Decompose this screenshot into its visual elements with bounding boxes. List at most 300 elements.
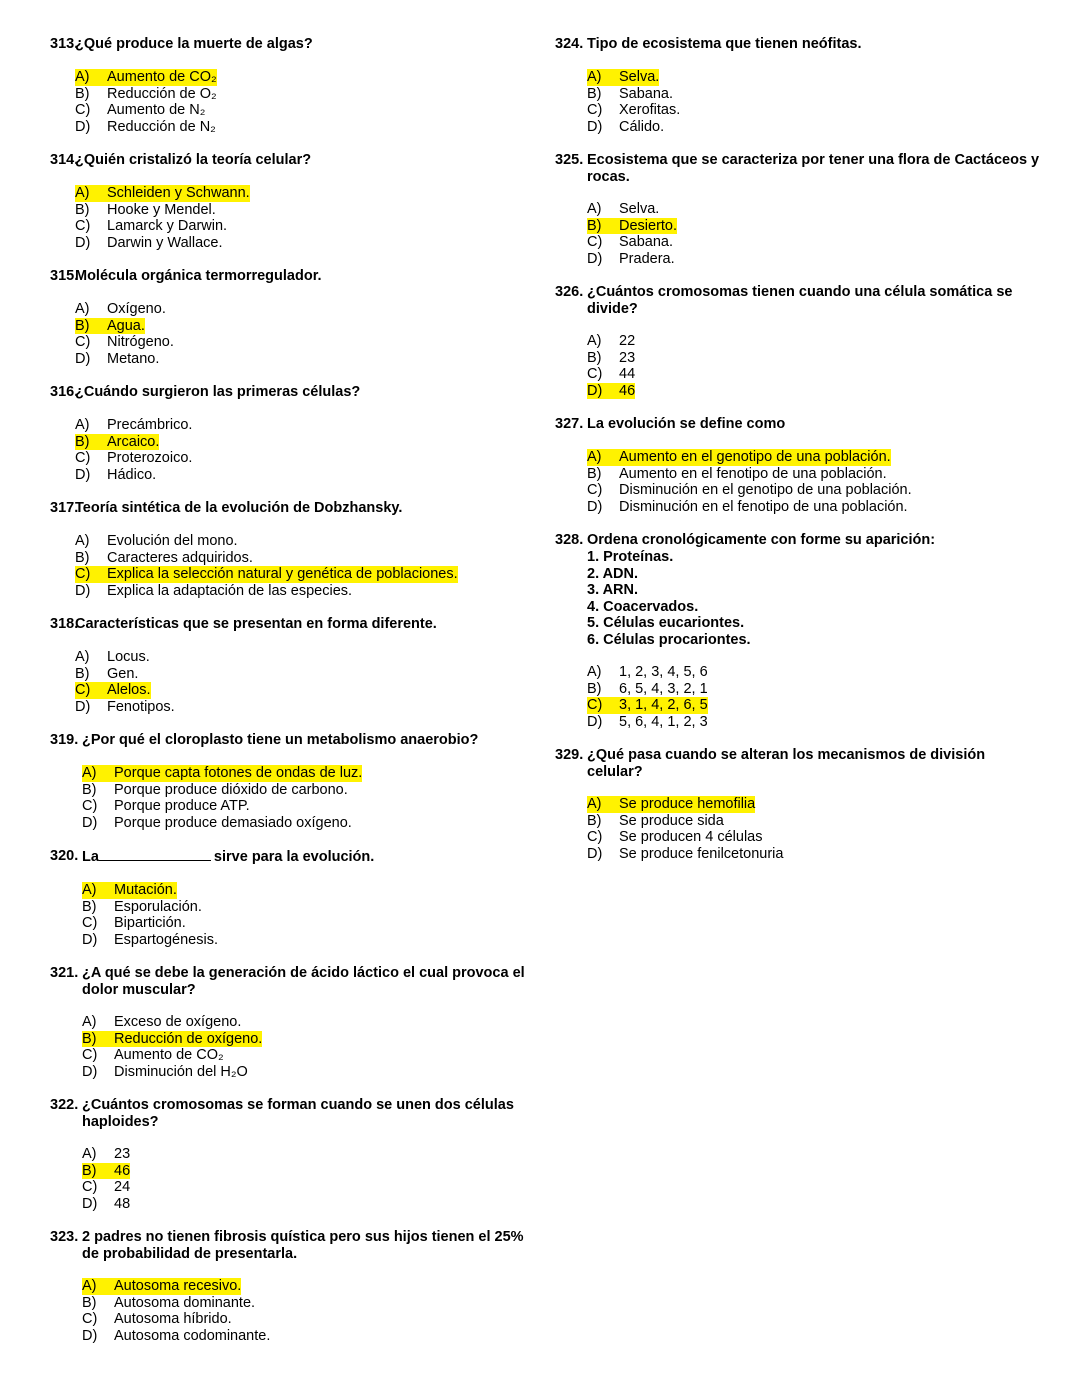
option-letter: D): [75, 698, 91, 715]
option-text: Bipartición.: [114, 915, 186, 931]
option-letter: D): [82, 1063, 98, 1080]
option-correct: [82, 765, 530, 782]
question-title: [50, 965, 530, 998]
question-title: [50, 616, 530, 633]
option-text: Se producen 4 células: [619, 829, 763, 845]
fill-in-blank: [99, 848, 211, 861]
option-letter: B): [82, 1162, 97, 1179]
question-text: [75, 500, 530, 517]
list-item: 4. Coacervados.: [587, 598, 699, 615]
option-text: Desierto.: [619, 217, 678, 234]
option: [82, 798, 530, 815]
question-text: [587, 284, 1050, 317]
option-letter: D): [587, 382, 603, 399]
question-line: ¿Cuántos cromosomas tienen cuando una célula somática se: [587, 284, 1013, 300]
option-content: [587, 681, 708, 698]
option-letter: C): [587, 102, 603, 118]
option-letter: B): [587, 217, 602, 234]
option-letter: D): [75, 582, 91, 599]
option-letter: B): [587, 812, 602, 829]
question-title: [555, 152, 1050, 185]
option-content: [82, 798, 250, 815]
question-text: [82, 965, 530, 998]
option-letter: B): [75, 317, 90, 334]
option-content: [587, 466, 887, 483]
option-text: Nitrógeno.: [107, 334, 174, 350]
option-content: [82, 1179, 130, 1196]
question-number: 313.: [50, 36, 79, 52]
option: [75, 550, 530, 567]
option-content: [587, 829, 763, 846]
option-content: [75, 566, 458, 583]
option-text: Aumento en el genotipo de una población.: [619, 449, 891, 465]
option-text: Selva.: [619, 201, 660, 217]
option-letter: C): [75, 102, 91, 118]
option: [587, 234, 1050, 251]
question-line: ¿A qué se debe la generación de ácido láctico el cual provoca el: [82, 965, 525, 981]
option-letter: D): [82, 1195, 98, 1212]
option-text: Precámbrico.: [107, 417, 193, 433]
question-line: ¿Qué produce la muerte de algas?: [75, 36, 313, 52]
option-letter: D): [75, 350, 91, 367]
question-block: [555, 532, 1050, 730]
option-letter: A): [587, 664, 602, 680]
question-number: 322.: [50, 1097, 79, 1113]
question-title: [50, 1229, 530, 1262]
question-text: [587, 532, 1050, 549]
question-line: La evolución se define como: [587, 416, 786, 432]
option-text: Arcaico.: [107, 433, 160, 450]
option-letter: A): [587, 69, 602, 85]
option-correct: [587, 796, 1050, 813]
option: [75, 649, 530, 666]
option-content: [587, 697, 708, 714]
option-content: [82, 1014, 241, 1031]
option-text: Alelos.: [107, 682, 151, 698]
option-letter: D): [82, 814, 98, 831]
option-content: [75, 86, 217, 103]
option: [587, 664, 1050, 681]
option: [587, 829, 1050, 846]
question-number: 318.: [50, 616, 79, 632]
option-letter: A): [82, 1278, 97, 1294]
option-content: [82, 1311, 232, 1328]
option: [587, 366, 1050, 383]
options-list: [75, 69, 530, 135]
option-content: [587, 714, 708, 731]
option-letter: A): [82, 765, 97, 781]
option-text: Aumento en el fenotipo de una población.: [619, 465, 887, 482]
question-line: Ecosistema que se caracteriza por tener una flora de Cactáceos y: [587, 152, 1040, 168]
option-correct: [82, 1163, 530, 1180]
option: [75, 301, 530, 318]
options-list: [82, 1014, 530, 1080]
question-block: [555, 747, 1050, 862]
option-letter: C): [82, 798, 98, 814]
question-line: ¿Por qué el cloroplasto tiene un metabolismo anaerobio?: [82, 732, 479, 748]
option-text: Autosoma dominante.: [114, 1294, 256, 1311]
option-text: Gen.: [107, 665, 139, 682]
option-letter: A): [75, 533, 90, 549]
option-letter: B): [82, 781, 97, 798]
option: [587, 119, 1050, 136]
question-block: [50, 268, 530, 367]
question-block: [50, 152, 530, 251]
option-content: [587, 383, 635, 400]
question-number: 314.: [50, 152, 79, 168]
option-text: 46: [619, 382, 636, 399]
options-list: [75, 649, 530, 715]
options-list: [75, 185, 530, 251]
option-content: [587, 664, 708, 681]
option: [587, 102, 1050, 119]
option-content: [587, 499, 908, 516]
question-block: [50, 1097, 530, 1212]
question-title: [50, 268, 530, 285]
option-text: Se produce fenilcetonuria: [619, 845, 784, 862]
option-content: [75, 351, 159, 368]
option: [587, 499, 1050, 516]
option: [82, 1014, 530, 1031]
option-content: [587, 813, 724, 830]
option: [75, 417, 530, 434]
option-text: Schleiden y Schwann.: [107, 185, 250, 201]
option-letter: C): [82, 1311, 98, 1327]
right-column: [555, 36, 1050, 879]
option: [75, 666, 530, 683]
option-letter: B): [82, 1030, 97, 1047]
option-content: [75, 334, 174, 351]
option-text: 22: [619, 333, 636, 349]
question-block: [50, 848, 530, 948]
question-block: [50, 616, 530, 715]
question-block: [50, 965, 530, 1080]
option-content: [82, 1196, 130, 1213]
option-text: Xerofitas.: [619, 102, 681, 118]
option-letter: D): [587, 845, 603, 862]
option-letter: C): [75, 450, 91, 466]
option: [75, 533, 530, 550]
question-text-after: sirve para la evolución.: [213, 849, 375, 865]
option: [587, 846, 1050, 863]
option-content: [75, 533, 238, 550]
option-letter: B): [75, 201, 90, 218]
question-line: ¿Quién cristalizó la teoría celular?: [75, 152, 312, 168]
option-text: Porque produce dióxido de carbono.: [114, 781, 348, 798]
question-title: [50, 848, 530, 866]
option-letter: A): [75, 301, 90, 317]
option-letter: D): [75, 466, 91, 483]
option: [82, 1179, 530, 1196]
option-letter: B): [82, 1294, 97, 1311]
option-letter: B): [75, 85, 90, 102]
question-line: ¿Cuántos cromosomas se forman cuando se unen dos células: [82, 1097, 514, 1113]
question-block: [50, 500, 530, 599]
option-text: Agua.: [107, 317, 145, 334]
question-number: 324.: [555, 36, 584, 52]
option-correct: [82, 882, 530, 899]
option-text: Porque produce ATP.: [114, 798, 250, 814]
question-number: 315.: [50, 268, 79, 284]
question-number: 321.: [50, 965, 79, 981]
question-number: 317.: [50, 500, 79, 516]
option-letter: C): [75, 566, 91, 582]
option-content: [587, 449, 891, 466]
question-text: [75, 616, 530, 633]
option-correct: [75, 318, 530, 335]
question-title: [50, 152, 530, 169]
option: [82, 815, 530, 832]
question-number: 325.: [555, 152, 584, 168]
option-text: Exceso de oxígeno.: [114, 1014, 242, 1030]
option-content: [587, 350, 635, 367]
option-content: [587, 796, 755, 813]
option-content: [75, 666, 138, 683]
option-letter: C): [75, 218, 91, 234]
options-list: [82, 882, 530, 948]
option-content: [75, 218, 227, 235]
option: [587, 333, 1050, 350]
question-text: [587, 416, 1050, 433]
option-text: Reducción de N₂: [107, 118, 216, 135]
option-text: Porque produce demasiado oxígeno.: [114, 814, 352, 831]
option-content: [82, 1278, 241, 1295]
option: [82, 899, 530, 916]
option-letter: D): [587, 713, 603, 730]
option-content: [82, 1146, 130, 1163]
option: [75, 235, 530, 252]
option-text: Porque capta fotones de ondas de luz.: [114, 765, 363, 781]
option-letter: A): [75, 417, 90, 433]
option-letter: A): [587, 796, 602, 812]
option-letter: A): [587, 333, 602, 349]
option-content: [75, 318, 145, 335]
option-letter: A): [82, 1014, 97, 1030]
option-text: 5, 6, 4, 1, 2, 3: [619, 713, 708, 730]
option: [587, 466, 1050, 483]
option-letter: B): [82, 898, 97, 915]
option: [82, 1146, 530, 1163]
options-list: [587, 333, 1050, 399]
question-block: [50, 384, 530, 483]
option-text: 48: [114, 1195, 131, 1212]
option-text: Esporulación.: [114, 898, 202, 915]
option: [587, 251, 1050, 268]
option-letter: C): [82, 1179, 98, 1195]
option-text: 44: [619, 366, 636, 382]
option-letter: C): [75, 682, 91, 698]
options-list: [75, 533, 530, 599]
option: [75, 202, 530, 219]
option-content: [587, 218, 677, 235]
option-content: [75, 102, 205, 119]
option-correct: [75, 682, 530, 699]
option: [75, 334, 530, 351]
option-content: [82, 1328, 270, 1345]
option-text: Hádico.: [107, 466, 157, 483]
options-list: [587, 664, 1050, 730]
option-letter: C): [75, 334, 91, 350]
option-text: Pradera.: [619, 250, 675, 267]
option-letter: B): [75, 665, 90, 682]
option-text: 3, 1, 4, 2, 6, 5: [619, 697, 708, 713]
question-text: [82, 732, 530, 749]
option: [82, 782, 530, 799]
option-letter: D): [82, 931, 98, 948]
options-list: [587, 449, 1050, 515]
option: [587, 813, 1050, 830]
option-letter: C): [587, 482, 603, 498]
option-text: Aumento de CO₂: [107, 69, 217, 85]
option-correct: [82, 1031, 530, 1048]
question-title: [555, 747, 1050, 780]
question-title: [555, 416, 1050, 433]
list-item: 5. Células eucariontes.: [587, 615, 745, 631]
option-letter: B): [587, 680, 602, 697]
question-block: [50, 1229, 530, 1344]
question-line: haploides?: [82, 1113, 159, 1130]
option-correct: [587, 383, 1050, 400]
question-block: [50, 36, 530, 135]
options-list: [82, 1146, 530, 1212]
question-text: [75, 152, 530, 169]
question-text: [75, 268, 530, 285]
option-content: [75, 649, 150, 666]
question-text: [82, 848, 530, 866]
option-content: [587, 482, 912, 499]
option: [75, 218, 530, 235]
option-text: Explica la selección natural y genética de poblaciones.: [107, 566, 458, 582]
option-content: [75, 682, 151, 699]
option-text: Explica la adaptación de las especies.: [107, 582, 353, 599]
question-number: 329.: [555, 747, 584, 763]
question-line: Tipo de ecosistema que tienen neófitas.: [587, 36, 862, 52]
option-content: [587, 69, 659, 86]
question-title: [50, 384, 530, 401]
question-line: rocas.: [587, 168, 630, 185]
option-text: Proterozoico.: [107, 450, 193, 466]
option-correct: [587, 697, 1050, 714]
option-letter: B): [75, 433, 90, 450]
option-content: [75, 699, 175, 716]
question-block: [555, 36, 1050, 135]
option-content: [82, 882, 177, 899]
option-letter: C): [587, 697, 603, 713]
option-text: Locus.: [107, 649, 150, 665]
option: [75, 86, 530, 103]
option: [75, 351, 530, 368]
question-line: 2 padres no tienen fibrosis quística pero sus hijos tienen el 25%: [82, 1229, 524, 1245]
option-content: [82, 1047, 224, 1064]
option-content: [82, 1295, 255, 1312]
option-content: [587, 102, 680, 119]
option-text: Metano.: [107, 350, 160, 367]
question-number: 327.: [555, 416, 584, 432]
option-text: Disminución en el genotipo de una población.: [619, 482, 912, 498]
option-letter: A): [82, 1146, 97, 1162]
option: [82, 1295, 530, 1312]
option-content: [82, 815, 352, 832]
option: [82, 915, 530, 932]
option-letter: D): [587, 498, 603, 515]
question-text: [587, 36, 1050, 53]
option-text: Disminución del H₂O: [114, 1063, 248, 1080]
option: [587, 482, 1050, 499]
option-text: Evolución del mono.: [107, 533, 238, 549]
question-text-before: La: [82, 849, 99, 865]
option: [75, 699, 530, 716]
question-line: Ordena cronológicamente con forme su aparición:: [587, 532, 936, 548]
option-content: [75, 202, 216, 219]
option-text: 6, 5, 4, 3, 2, 1: [619, 680, 708, 697]
option: [75, 583, 530, 600]
question-line: Molécula orgánica termorregulador.: [75, 268, 322, 284]
option-content: [587, 234, 673, 251]
option-letter: D): [75, 234, 91, 251]
question-title: [555, 284, 1050, 317]
option: [75, 450, 530, 467]
option-content: [75, 467, 156, 484]
option-letter: C): [587, 829, 603, 845]
option-text: 1, 2, 3, 4, 5, 6: [619, 664, 708, 680]
option: [587, 714, 1050, 731]
question-number: 320.: [50, 848, 79, 864]
option-content: [587, 119, 664, 136]
option-text: Aumento de N₂: [107, 102, 206, 118]
question-line: divide?: [587, 300, 638, 317]
option: [82, 1311, 530, 1328]
option: [82, 1047, 530, 1064]
option-letter: C): [587, 366, 603, 382]
option-text: Reducción de oxígeno.: [114, 1030, 263, 1047]
option-content: [587, 201, 659, 218]
option-content: [82, 932, 218, 949]
option-content: [587, 366, 635, 383]
option-text: 24: [114, 1179, 131, 1195]
option-text: Espartogénesis.: [114, 931, 218, 948]
left-column: [50, 36, 530, 1361]
question-text: [75, 384, 530, 401]
option-letter: D): [587, 118, 603, 135]
option-letter: C): [82, 1047, 98, 1063]
option-text: Cálido.: [619, 118, 665, 135]
option-content: [587, 333, 635, 350]
question-text: [82, 1097, 530, 1130]
option: [75, 119, 530, 136]
list-item: 1. Proteínas.: [587, 549, 674, 565]
options-list: [75, 301, 530, 367]
option-letter: B): [75, 549, 90, 566]
question-number: 328.: [555, 532, 584, 548]
options-list: [82, 765, 530, 831]
option: [587, 201, 1050, 218]
question-line: de probabilidad de presentarla.: [82, 1245, 298, 1262]
option-content: [75, 301, 166, 318]
option-content: [75, 583, 352, 600]
option-content: [82, 1064, 248, 1081]
option-text: 23: [619, 349, 636, 366]
option-content: [587, 251, 675, 268]
question-block: [555, 152, 1050, 267]
option-text: Se produce sida: [619, 812, 724, 829]
option: [75, 102, 530, 119]
question-title: [50, 1097, 530, 1130]
option-correct: [587, 449, 1050, 466]
question-line: Teoría sintética de la evolución de Dobzhansky.: [75, 500, 403, 516]
option: [82, 1328, 530, 1345]
options-list: [587, 69, 1050, 135]
option: [82, 1196, 530, 1213]
